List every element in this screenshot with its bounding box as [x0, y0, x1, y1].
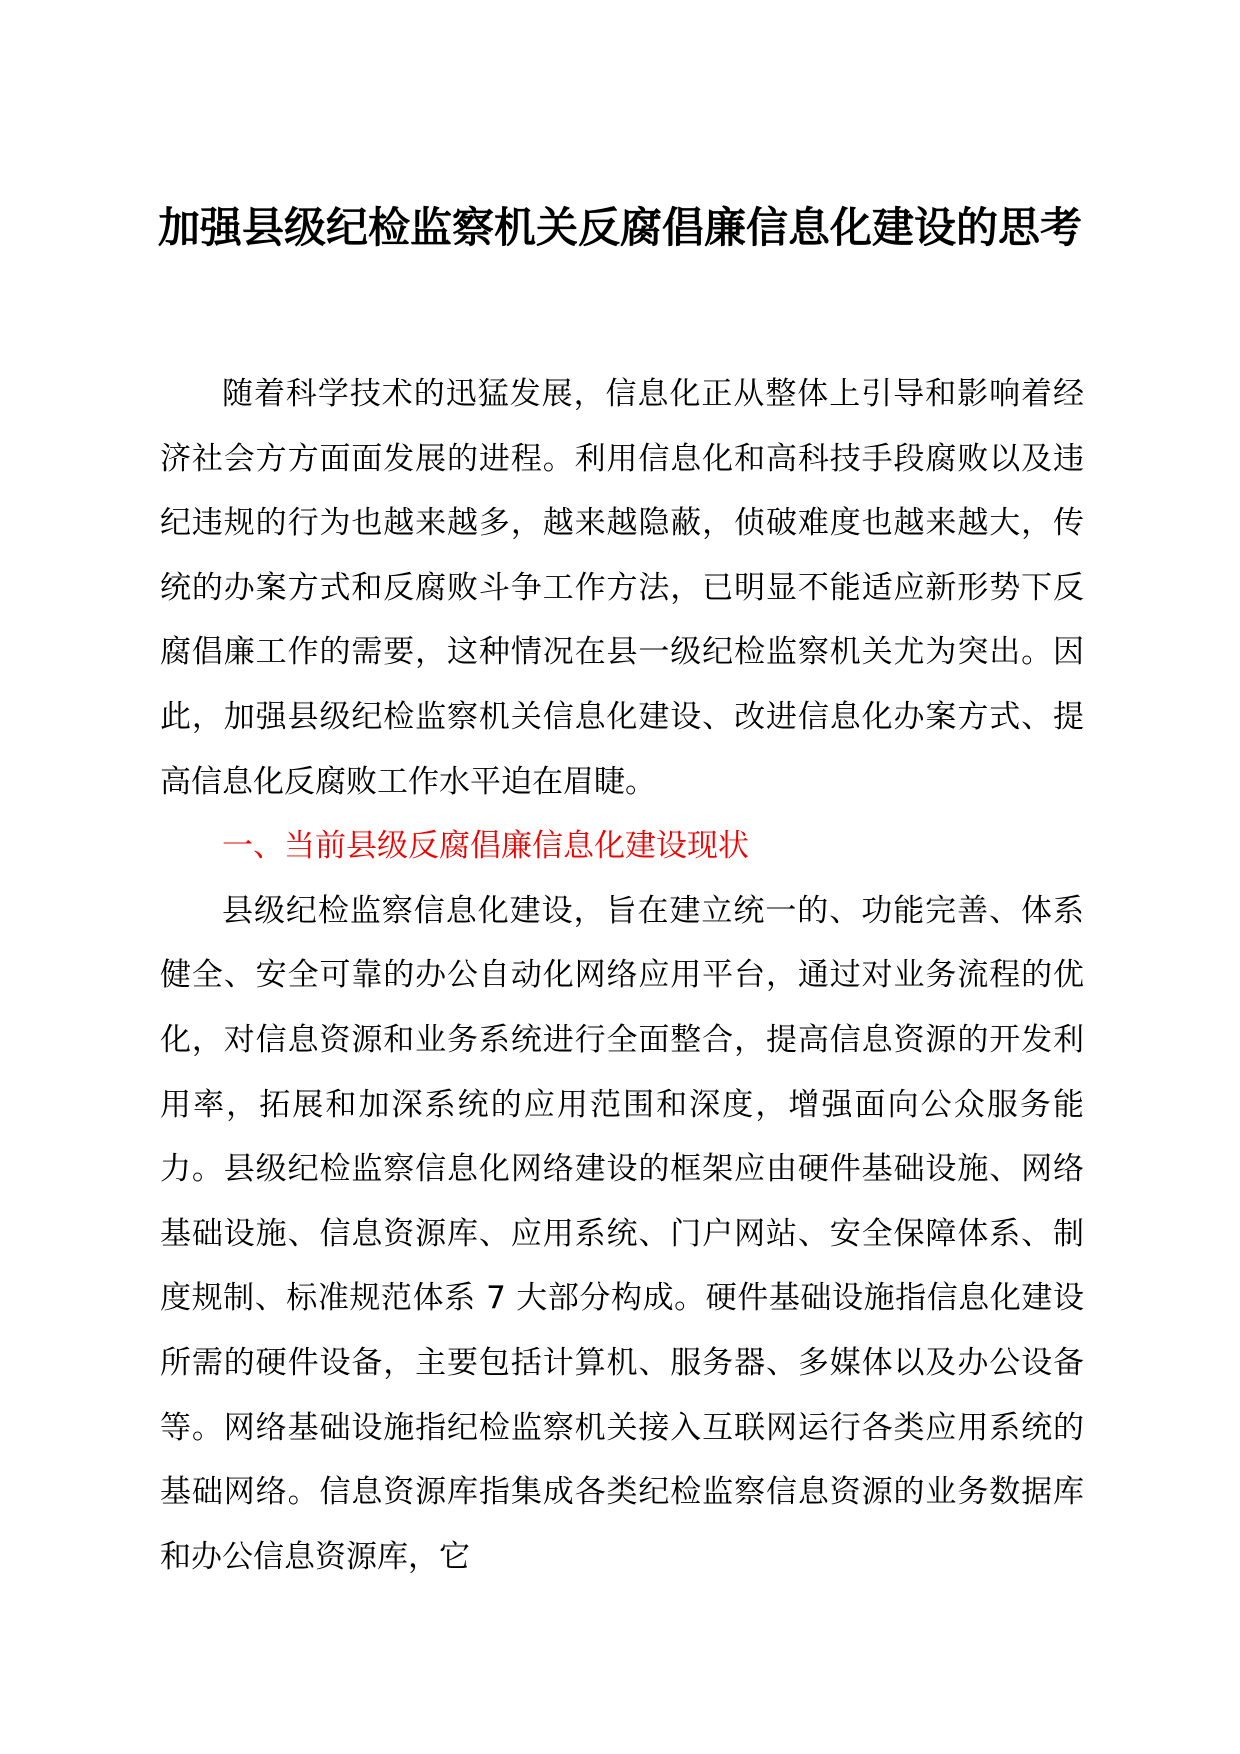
document-body	[160, 362, 1084, 1589]
document-title: 加强县级纪检监察机关反腐倡廉信息化建设的思考	[157, 203, 1082, 252]
section-heading-1: 一、当前县级反腐倡廉信息化建设现状	[222, 828, 749, 865]
paragraph-intro: 随着科学技术的迅猛发展，信息化正从整体上引导和影响着经济社会方方面面发展的进程。利用信息化和高科技手段腐败以及违纪违规的行为也越来越多，越来越隐蔽，侦破难度也越来越大，传统的办案方式和反腐败斗争工作方法，已明显不能适应新形势下反腐倡廉工作的需要，这种情况在县一级纪检监察机关尤为突出。因此，加强县级纪检监察机关信息化建设、改进信息化办案方式、提高信息化反腐败工作水平迫在眉睫。	[160, 376, 1084, 800]
paragraph-section-1: 县级纪检监察信息化建设，旨在建立统一的、功能完善、体系健全、安全可靠的办公自动化网络应用平台，通过对业务流程的优化，对信息资源和业务系统进行全面整合，提高信息资源的开发利用率，拓展和加深系统的应用范围和深度，增强面向公众服务能力。县级纪检监察信息化网络建设的框架应由硬件基础设施、网络基础设施、信息资源库、应用系统、门户网站、安全保障体系、制度规制、标准规范体系 7 大部分构成。硬件基础设施指信息化建设所需的硬件设备，主要包括计算机、服务器、多媒体以及办公设备等。网络基础设施指纪检监察机关接入互联网运行各类应用系统的基础网络。信息资源库指集成各类纪检监察信息资源的业务数据库和办公信息资源库，它	[160, 892, 1084, 1575]
